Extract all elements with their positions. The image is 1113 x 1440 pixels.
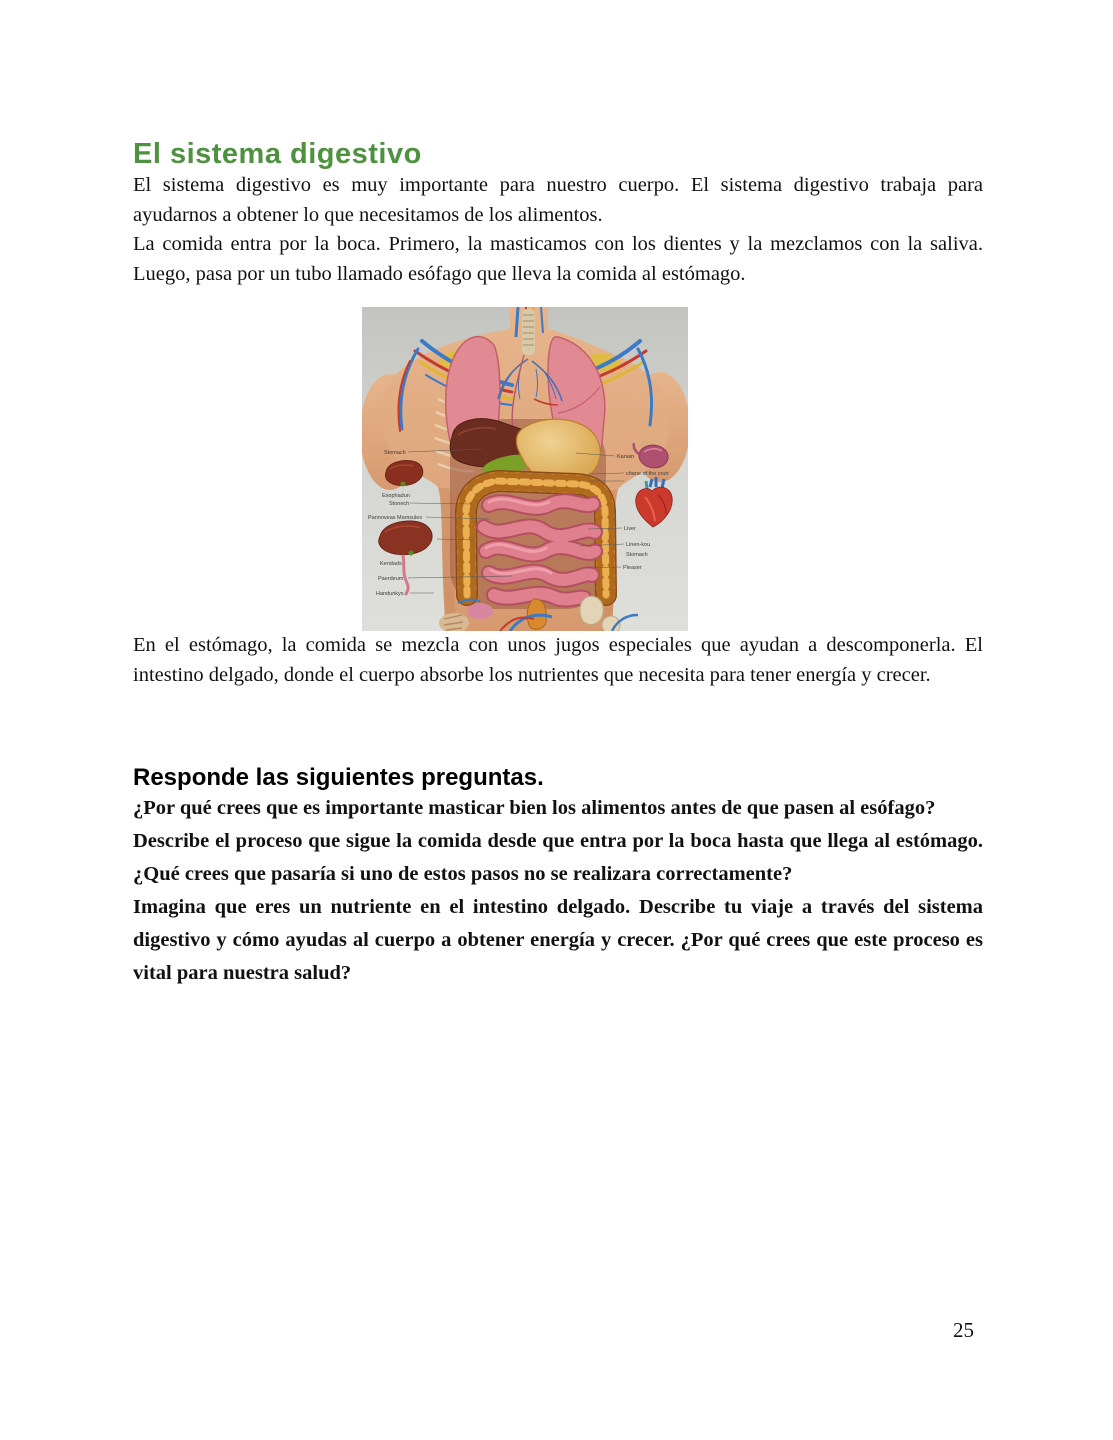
- figure-label: Stonech: [389, 501, 410, 507]
- figure-label: Handunkys: [376, 591, 404, 597]
- figure-label: Esophadun: [382, 493, 410, 499]
- trachea: [522, 309, 535, 355]
- figure-label: chane of the crun: [626, 471, 669, 477]
- digestive-system-illustration: [362, 307, 688, 631]
- figure-label: Liver: [624, 526, 636, 532]
- question-2: Describe el proceso que sigue la comida desde que entra por la boca hasta que llega al estómago. ¿Qué crees que pasaría si uno de estos pasos no se realizara correctamente?: [133, 830, 983, 885]
- question-3: Imagina que eres un nutriente en el intestino delgado. Describe tu viaje a través del sistema digestivo y cómo ayudas al cuerpo a obtener energía y crecer. ¿Por qué crees que este proceso es vital para nuestra salud?: [133, 896, 983, 984]
- page-title: El sistema digestivo: [133, 138, 422, 170]
- question-1: ¿Por qué crees que es importante masticar bien los alimentos antes de que pasen al esófago?: [133, 797, 936, 819]
- figure-label: Pannoveas Mamsules: [368, 515, 423, 521]
- page-content: [0, 138, 1113, 990]
- questions-heading: Responde las siguientes preguntas.: [133, 764, 544, 791]
- anatomy-figure-svg: [362, 307, 688, 631]
- stomach-paragraph: En el estómago, la comida se mezcla con unos jugos especiales que ayudan a descomponerla. El intestino delgado, donde el cuerpo absorbe los nutrientes que necesita para tener energía y crecer.: [133, 634, 983, 686]
- intro-paragraph: El sistema digestivo es muy importante para nuestro cuerpo. El sistema digestivo trabaja para ayudarnos a obtener lo que necesitamos de los alimentos.: [133, 174, 983, 226]
- figure-label: Paerdeum: [378, 576, 404, 582]
- figure-label: Pleaser: [623, 565, 642, 571]
- figure-label: Kendads: [380, 561, 402, 567]
- figure-label: Stomach: [384, 450, 406, 456]
- figure-label: Linen-kou: [626, 542, 651, 548]
- mouth-paragraph: La comida entra por la boca. Primero, la masticamos con los dientes y la mezclamos con la saliva. Luego, pasa por un tubo llamado esófago que lleva la comida al estómago.: [133, 233, 983, 285]
- page-number: 25: [953, 1318, 974, 1342]
- figure-label: Stomach: [626, 552, 648, 558]
- figure-label: Kanain: [617, 454, 635, 460]
